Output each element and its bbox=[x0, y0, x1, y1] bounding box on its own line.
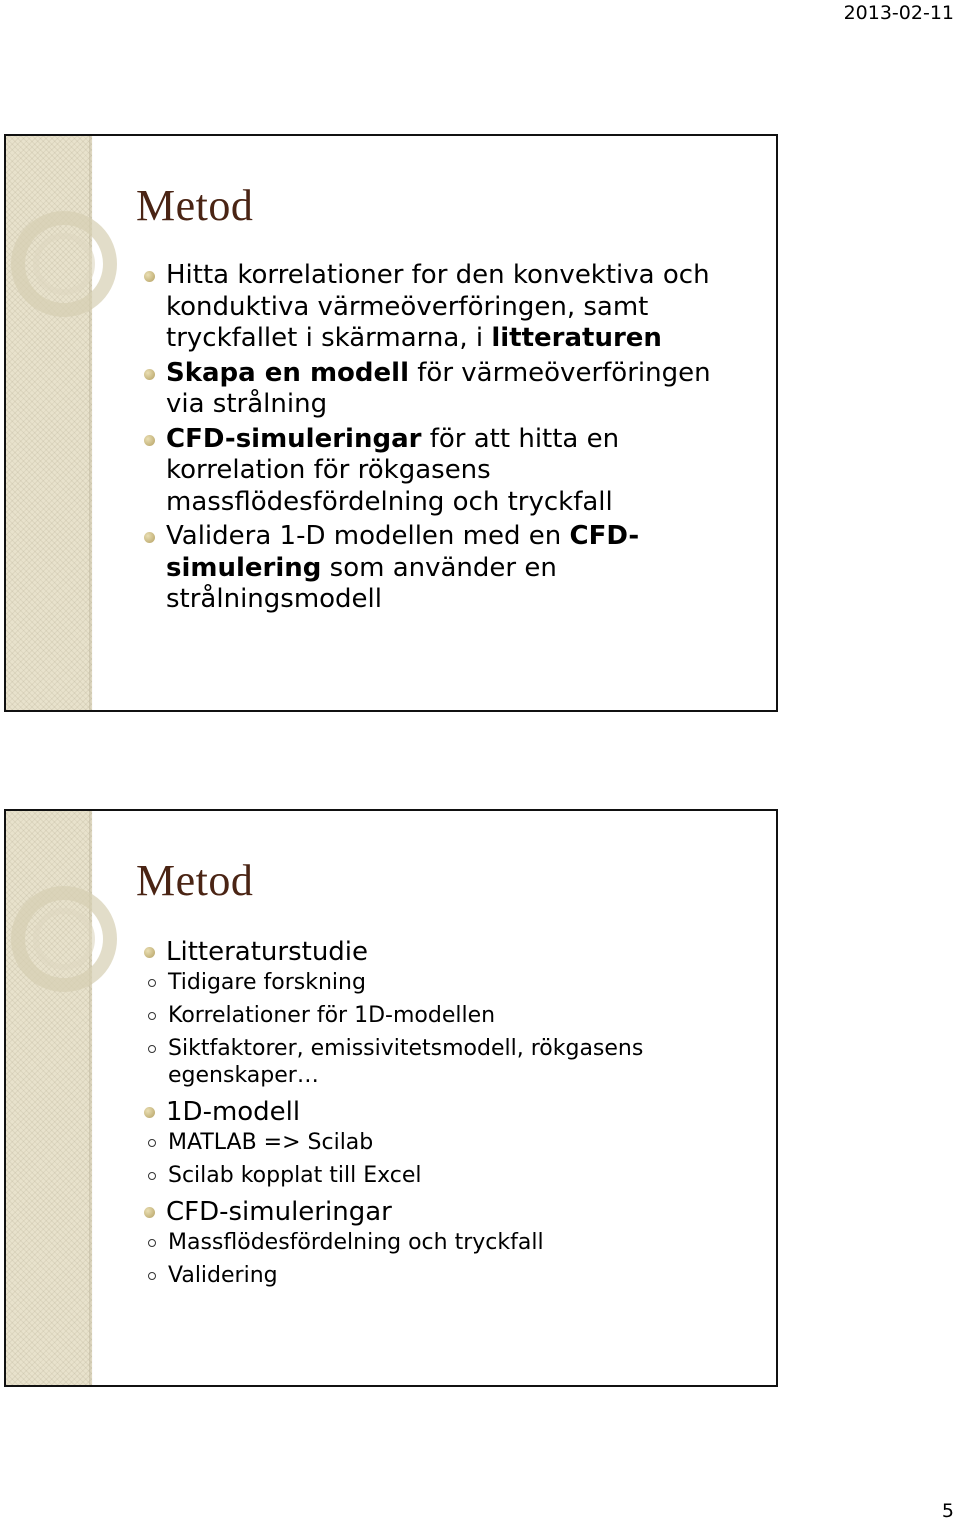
sub-list-container bbox=[144, 1229, 756, 1289]
sub-item: Tidigare forskning bbox=[144, 969, 756, 996]
bullet-list bbox=[144, 260, 756, 619]
bullet-item: Skapa en modell för värmeöverföringen via strålning bbox=[144, 358, 756, 421]
sub-list bbox=[144, 1229, 756, 1289]
bullet-item: 1D-modell bbox=[144, 1095, 756, 1129]
sub-item: Massflödesfördelning och tryckfall bbox=[144, 1229, 756, 1256]
slide-title: Metod bbox=[136, 181, 254, 230]
sub-list bbox=[144, 969, 756, 1089]
sub-item: Siktfaktorer, emissivitetsmodell, rökgasens egenskaper… bbox=[144, 1035, 756, 1089]
sub-item: Korrelationer för 1D-modellen bbox=[144, 1002, 756, 1029]
page-number: 5 bbox=[941, 1500, 954, 1522]
slide-2 bbox=[4, 809, 778, 1387]
bullet-item: CFD-simuleringar för att hitta en korrelation för rökgasens massflödesfördelning och tryckfall bbox=[144, 424, 756, 519]
sub-item: Validering bbox=[144, 1262, 756, 1289]
sub-item: MATLAB => Scilab bbox=[144, 1129, 756, 1156]
decorative-swirl-icon bbox=[6, 136, 126, 356]
bullet-item: Validera 1-D modellen med en CFD-simulering som använder en strålningsmodell bbox=[144, 521, 756, 616]
sub-list-container bbox=[144, 969, 756, 1089]
bullet-item: Hitta korrelationer for den konvektiva och konduktiva värmeöverföringen, samt tryckfallet i skärmarna, i litteraturen bbox=[144, 260, 756, 355]
sub-item: Scilab kopplat till Excel bbox=[144, 1162, 756, 1189]
bullet-list bbox=[144, 935, 756, 1295]
page-date: 2013-02-11 bbox=[843, 2, 954, 24]
bullet-item: Litteraturstudie bbox=[144, 935, 756, 969]
sub-list bbox=[144, 1129, 756, 1189]
slide-1 bbox=[4, 134, 778, 712]
sub-list-container bbox=[144, 1129, 756, 1189]
bullet-item: CFD-simuleringar bbox=[144, 1195, 756, 1229]
slide-title: Metod bbox=[136, 856, 254, 905]
decorative-swirl-icon bbox=[6, 811, 126, 1031]
